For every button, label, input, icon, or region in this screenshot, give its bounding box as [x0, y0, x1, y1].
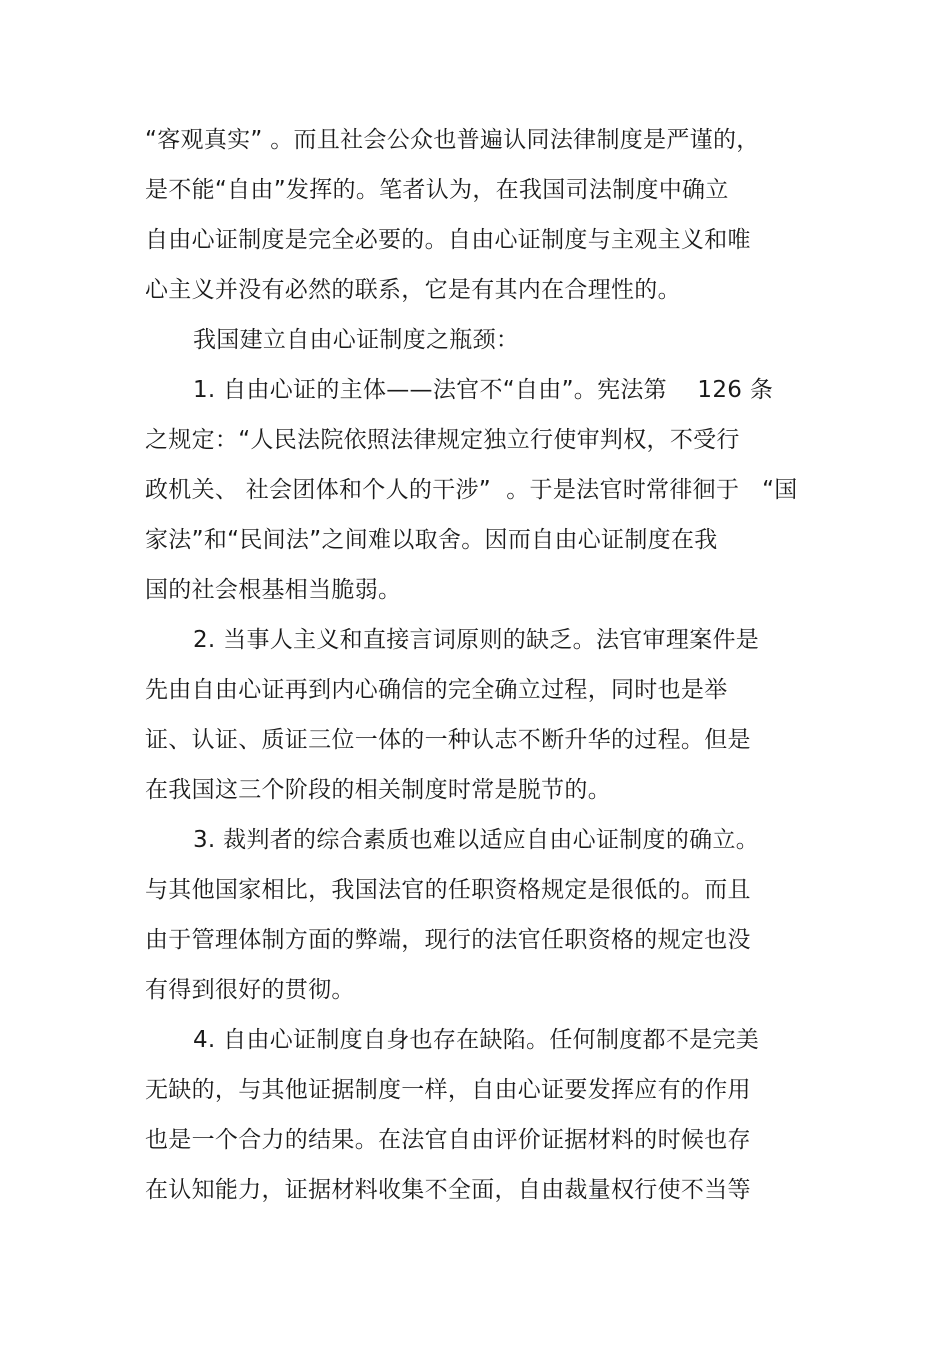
- text-line: 自由心证制度是完全必要的。自由心证制度与主观主义和唯: [145, 227, 751, 253]
- text-line: 在我国这三个阶段的相关制度时常是脱节的。: [145, 777, 611, 803]
- text-line: 证、认证、质证三位一体的一种认志不断升华的过程。但是: [145, 727, 751, 753]
- text-line: 之规定：“人民法院依照法律规定独立行使审判权，不受行: [145, 427, 740, 453]
- text-line: 2. 当事人主义和直接言词原则的缺乏。法官审理案件是: [193, 627, 760, 653]
- text-line: 先由自由心证再到内心确信的完全确立过程，同时也是举: [145, 677, 728, 703]
- text-line: 在认知能力，证据材料收集不全面，自由裁量权行使不当等: [145, 1177, 751, 1203]
- text-line: “客观真实” 。而且社会公众也普遍认同法律制度是严谨的，: [145, 127, 760, 153]
- text-line: 3. 裁判者的综合素质也难以适应自由心证制度的确立。: [193, 827, 760, 853]
- text-line: 无缺的，与其他证据制度一样，自由心证要发挥应有的作用: [145, 1077, 751, 1103]
- text-line: 与其他国家相比，我国法官的任职资格规定是很低的。而且: [145, 877, 751, 903]
- text-line: 心主义并没有必然的联系，它是有其内在合理性的。: [145, 277, 681, 303]
- text-line: 4. 自由心证制度自身也存在缺陷。任何制度都不是完美: [193, 1027, 760, 1053]
- text-line: 由于管理体制方面的弊端，现行的法官任职资格的规定也没: [145, 927, 751, 953]
- text-line: 家法”和“民间法”之间难以取舍。因而自由心证制度在我: [145, 527, 718, 553]
- section-heading: 我国建立自由心证制度之瓶颈：: [193, 327, 520, 353]
- text-line: 政机关、 社会团体和个人的干涉” 。于是法官时常徘徊于 “国: [145, 477, 798, 503]
- text-line: 1. 自由心证的主体——法官不“自由”。宪法第 126 条: [193, 377, 774, 403]
- text-line: 有得到很好的贯彻。: [145, 977, 355, 1003]
- text-line: 国的社会根基相当脆弱。: [145, 577, 402, 603]
- text-line: 也是一个合力的结果。在法官自由评价证据材料的时候也存: [145, 1127, 751, 1153]
- text-line: 是不能“自由”发挥的。笔者认为，在我国司法制度中确立: [145, 177, 729, 203]
